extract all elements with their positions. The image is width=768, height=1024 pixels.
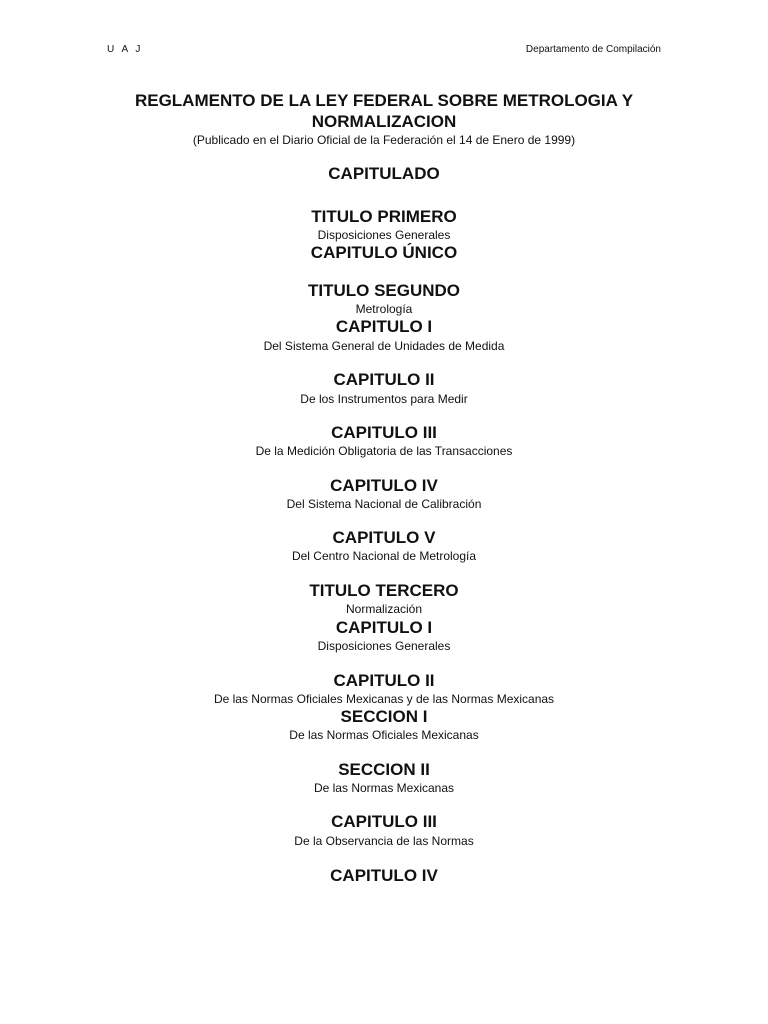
tt-capitulo-3-heading: CAPITULO III: [331, 812, 437, 831]
tt-capitulo-2-heading: CAPITULO II: [333, 671, 435, 690]
tt-seccion-2-description: De las Normas Mexicanas: [313, 781, 455, 795]
titulo-tercero-heading: TITULO TERCERO: [309, 581, 459, 600]
ts-capitulo-3-heading: CAPITULO III: [331, 423, 437, 442]
ts-capitulo-5-description: Del Centro Nacional de Metrología: [291, 549, 477, 563]
ts-capitulo-2-description: De los Instrumentos para Medir: [300, 392, 468, 406]
document-title: [0, 90, 768, 132]
titulo-tercero-description: Normalización: [345, 602, 423, 616]
header-left: U A J: [107, 44, 143, 55]
ts-capitulo-5-heading: CAPITULO V: [332, 528, 436, 547]
capitulo-unico-heading: CAPITULO ÚNICO: [310, 243, 458, 262]
title-line-1: REGLAMENTO DE LA LEY FEDERAL SOBRE METROLOGIA Y: [134, 91, 634, 110]
tt-capitulo-2-description: De las Normas Oficiales Mexicanas y de las Normas Mexicanas: [213, 692, 555, 706]
tt-seccion-2-heading: SECCION II: [338, 760, 430, 779]
tt-capitulo-1-description: Disposiciones Generales: [317, 639, 451, 653]
ts-capitulo-4-description: Del Sistema Nacional de Calibración: [286, 497, 482, 511]
ts-capitulo-1-description: Del Sistema General de Unidades de Medida: [263, 339, 505, 353]
titulo-primero-description: Disposiciones Generales: [317, 228, 451, 242]
toc-heading: CAPITULADO: [328, 164, 440, 183]
titulo-primero-heading: TITULO PRIMERO: [311, 207, 457, 226]
publication-note: (Publicado en el Diario Oficial de la Federación el 14 de Enero de 1999): [192, 133, 576, 147]
titulo-segundo-description: Metrología: [355, 302, 413, 316]
ts-capitulo-1-heading: CAPITULO I: [335, 317, 433, 336]
title-line-2: NORMALIZACION: [311, 112, 457, 131]
header-right: Departamento de Compilación: [525, 44, 661, 55]
tt-capitulo-4-heading: CAPITULO IV: [330, 866, 438, 885]
tt-capitulo-1-heading: CAPITULO I: [335, 618, 433, 637]
tt-seccion-1-heading: SECCION I: [340, 707, 428, 726]
titulo-segundo-heading: TITULO SEGUNDO: [307, 281, 461, 300]
tt-seccion-1-description: De las Normas Oficiales Mexicanas: [289, 728, 479, 742]
ts-capitulo-3-description: De la Medición Obligatoria de las Transacciones: [255, 444, 513, 458]
ts-capitulo-2-heading: CAPITULO II: [333, 370, 435, 389]
tt-capitulo-3-description: De la Observancia de las Normas: [294, 834, 474, 848]
ts-capitulo-4-heading: CAPITULO IV: [330, 476, 438, 495]
